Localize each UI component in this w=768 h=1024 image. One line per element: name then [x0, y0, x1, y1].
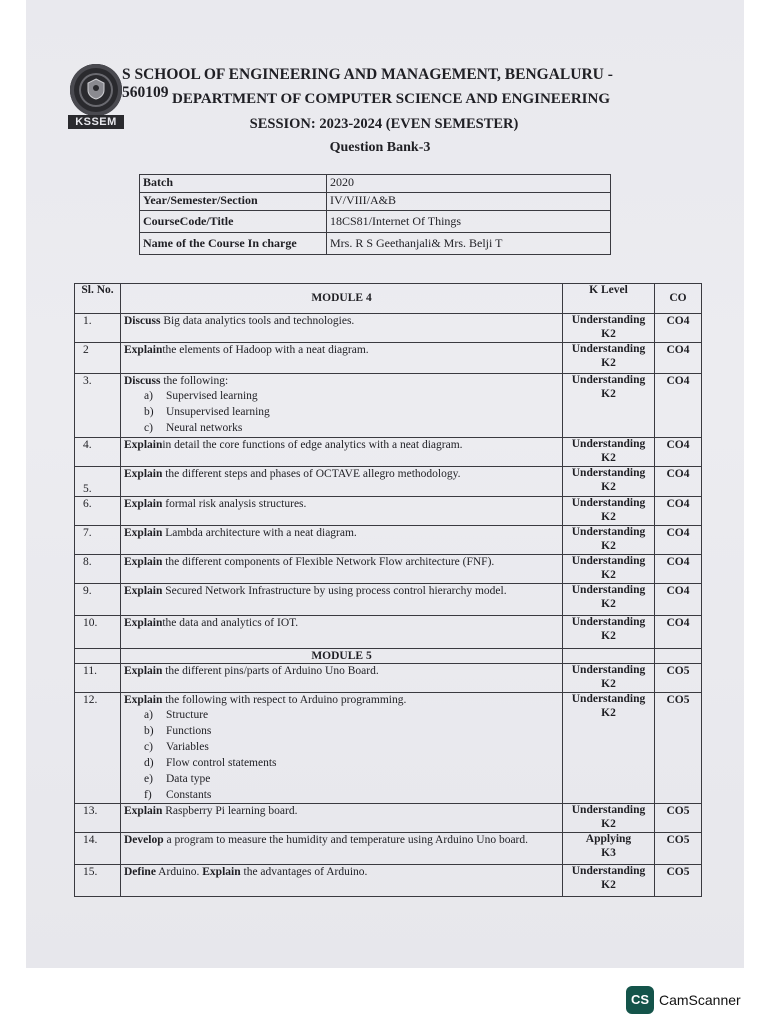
question-text — [121, 693, 563, 804]
table-row — [75, 467, 702, 497]
level-name: Understanding — [571, 314, 646, 326]
info-row — [140, 193, 611, 211]
co-value: CO4 — [655, 616, 702, 649]
col-sl-header: Sl. No. — [75, 284, 121, 314]
k-level — [563, 497, 655, 526]
info-value: 2020 — [327, 175, 611, 193]
question-number: 2 — [75, 343, 121, 374]
sub-marker: d) — [144, 757, 154, 769]
question-text — [121, 833, 563, 865]
question-text — [121, 664, 563, 693]
question-number: 8. — [75, 555, 121, 584]
question-body: Big data analytics tools and technologies. — [160, 315, 355, 327]
info-label: Year/Semester/Section — [140, 193, 327, 211]
co-value: CO4 — [655, 526, 702, 555]
level-code: K2 — [601, 629, 616, 642]
camscanner-name: CamScanner — [659, 992, 741, 1008]
info-value: 18CS81/Internet Of Things — [327, 211, 611, 233]
question-verb: Explain — [124, 344, 163, 356]
camscanner-watermark — [626, 986, 756, 1014]
co-value: CO4 — [655, 374, 702, 438]
question-text — [121, 467, 563, 497]
co-value: CO5 — [655, 693, 702, 804]
sub-question — [144, 420, 559, 436]
level-code: K3 — [601, 846, 616, 859]
table-row — [75, 804, 702, 833]
table-row — [75, 438, 702, 467]
col-module-header: MODULE 4 — [121, 284, 563, 314]
question-verb: Explain — [124, 805, 163, 817]
table-row — [75, 526, 702, 555]
question-text — [121, 616, 563, 649]
info-row — [140, 175, 611, 193]
level-name: Understanding — [571, 438, 646, 450]
level-code: K2 — [601, 387, 616, 400]
co-value: CO4 — [655, 343, 702, 374]
level-code: K2 — [601, 817, 616, 830]
course-info-table — [139, 174, 611, 255]
sub-text: Supervised learning — [166, 390, 258, 402]
question-verb: Explain — [124, 498, 163, 510]
question-verb: Discuss — [124, 315, 161, 327]
document-title: Question Bank-3 — [329, 140, 431, 155]
question-verb: Explain — [124, 556, 163, 568]
module-row — [75, 649, 702, 664]
sub-question — [144, 707, 559, 723]
sub-text: Variables — [166, 741, 209, 753]
k-level — [563, 616, 655, 649]
question-verb: Explain — [124, 694, 163, 706]
question-body: the data and analytics of IOT. — [162, 617, 299, 629]
k-level — [563, 664, 655, 693]
camscanner-icon: CS — [626, 986, 654, 1014]
question-verb: Explain — [124, 585, 163, 597]
sub-marker: a) — [144, 390, 153, 402]
question-verb: Explain — [124, 665, 163, 677]
question-number: 14. — [75, 833, 121, 865]
level-name: Understanding — [571, 343, 646, 355]
question-text — [121, 374, 563, 438]
module-row-spacer — [75, 649, 121, 664]
college-logo — [70, 64, 122, 116]
info-row — [140, 211, 611, 233]
sub-marker: a) — [144, 709, 153, 721]
question-table — [74, 283, 702, 897]
co-value: CO5 — [655, 804, 702, 833]
question-number: 3. — [75, 374, 121, 438]
question-body: a program to measure the humidity and temperature using Arduino Uno board. — [163, 834, 529, 846]
question-body: Arduino. — [155, 866, 203, 878]
college-name: S SCHOOL OF ENGINEERING AND MANAGEMENT, BENGALURU - 560109 — [122, 66, 613, 101]
question-number: 5. — [75, 467, 121, 497]
module-row-spacer — [563, 649, 655, 664]
co-value: CO4 — [655, 438, 702, 467]
question-verb: Explain — [124, 439, 163, 451]
question-body: the different components of Flexible Network Flow architecture (FNF). — [162, 556, 495, 568]
level-code: K2 — [601, 356, 616, 369]
question-body: Raspberry Pi learning board. — [162, 805, 298, 817]
level-name: Understanding — [571, 497, 646, 509]
level-name: Understanding — [571, 616, 646, 628]
k-level — [563, 584, 655, 616]
co-value: CO4 — [655, 314, 702, 343]
sub-question — [144, 787, 559, 803]
co-value: CO4 — [655, 555, 702, 584]
sub-question — [144, 404, 559, 420]
table-row — [75, 497, 702, 526]
question-body: the different pins/parts of Arduino Uno Board. — [162, 665, 379, 677]
sub-text: Flow control statements — [166, 757, 277, 769]
info-label: Name of the Course In charge — [140, 233, 327, 255]
level-name: Understanding — [571, 467, 646, 479]
question-number: 7. — [75, 526, 121, 555]
col-co-header: CO — [655, 284, 702, 314]
question-text — [121, 804, 563, 833]
question-verb-2: Explain — [202, 866, 241, 878]
question-number: 13. — [75, 804, 121, 833]
question-body: the elements of Hadoop with a neat diagram. — [162, 344, 369, 356]
question-text — [121, 555, 563, 584]
table-header-row — [75, 284, 702, 314]
table-row — [75, 555, 702, 584]
level-code: K2 — [601, 706, 616, 719]
question-text — [121, 584, 563, 616]
question-text — [121, 497, 563, 526]
level-code: K2 — [601, 568, 616, 581]
question-body: Lambda architecture with a neat diagram. — [162, 527, 357, 539]
sub-marker: b) — [144, 406, 154, 418]
department-name: DEPARTMENT OF COMPUTER SCIENCE AND ENGINEERING — [172, 91, 610, 107]
sub-marker: c) — [144, 422, 153, 434]
sub-question — [144, 739, 559, 755]
level-code: K2 — [601, 878, 616, 891]
sub-marker: b) — [144, 725, 154, 737]
question-number: 6. — [75, 497, 121, 526]
question-body: the following: — [160, 375, 229, 387]
col-k-header: K Level — [563, 284, 655, 314]
level-code: K2 — [601, 510, 616, 523]
sub-text: Constants — [166, 789, 212, 801]
k-level — [563, 438, 655, 467]
table-row — [75, 865, 702, 897]
sub-question-list — [124, 388, 559, 436]
question-number: 12. — [75, 693, 121, 804]
info-value: Mrs. R S Geethanjali& Mrs. Belji T — [327, 233, 611, 255]
question-number: 9. — [75, 584, 121, 616]
level-code: K2 — [601, 539, 616, 552]
sub-question — [144, 771, 559, 787]
level-name: Understanding — [571, 555, 646, 567]
sub-marker: c) — [144, 741, 153, 753]
k-level — [563, 833, 655, 865]
info-label: CourseCode/Title — [140, 211, 327, 233]
sub-marker: e) — [144, 773, 153, 785]
question-text — [121, 314, 563, 343]
table-row — [75, 374, 702, 438]
level-code: K2 — [601, 327, 616, 340]
question-body: formal risk analysis structures. — [162, 498, 307, 510]
question-verb: Explain — [124, 468, 163, 480]
sub-question — [144, 723, 559, 739]
table-row — [75, 693, 702, 804]
question-body: the different steps and phases of OCTAVE allegro methodology. — [162, 468, 461, 480]
sub-text: Unsupervised learning — [166, 406, 270, 418]
k-level — [563, 555, 655, 584]
co-value: CO4 — [655, 467, 702, 497]
k-level — [563, 314, 655, 343]
module-row-spacer — [655, 649, 702, 664]
level-name: Applying — [585, 833, 632, 845]
k-level — [563, 693, 655, 804]
k-level — [563, 467, 655, 497]
level-name: Understanding — [571, 693, 646, 705]
question-verb: Develop — [124, 834, 164, 846]
sub-question — [144, 755, 559, 771]
info-row — [140, 233, 611, 255]
co-value: CO4 — [655, 497, 702, 526]
info-value: IV/VIII/A&B — [327, 193, 611, 211]
question-number: 1. — [75, 314, 121, 343]
session-title: SESSION: 2023-2024 (EVEN SEMESTER) — [249, 116, 519, 132]
k-level — [563, 374, 655, 438]
sub-marker: f) — [144, 789, 152, 801]
question-text — [121, 526, 563, 555]
question-number: 4. — [75, 438, 121, 467]
level-name: Understanding — [571, 865, 646, 877]
level-name: Understanding — [571, 664, 646, 676]
table-row — [75, 584, 702, 616]
sub-text: Structure — [166, 709, 209, 721]
question-text — [121, 865, 563, 897]
level-code: K2 — [601, 480, 616, 493]
k-level — [563, 804, 655, 833]
question-body-2: the advantages of Arduino. — [240, 866, 368, 878]
question-body: the following with respect to Arduino programming. — [162, 694, 407, 706]
level-name: Understanding — [571, 526, 646, 538]
question-body: in detail the core functions of edge analytics with a neat diagram. — [162, 439, 463, 451]
question-verb: Explain — [124, 527, 163, 539]
logo-text: KSSEM — [68, 115, 124, 129]
question-verb: Explain — [124, 617, 163, 629]
question-body: Secured Network Infrastructure by using process control hierarchy model. — [162, 585, 507, 597]
table-row — [75, 314, 702, 343]
question-text — [121, 438, 563, 467]
module-5-header: MODULE 5 — [121, 649, 563, 664]
question-number: 11. — [75, 664, 121, 693]
sub-question — [144, 388, 559, 404]
question-number: 10. — [75, 616, 121, 649]
level-name: Understanding — [571, 804, 646, 816]
co-value: CO5 — [655, 833, 702, 865]
table-row — [75, 616, 702, 649]
question-text — [121, 343, 563, 374]
info-label: Batch — [140, 175, 327, 193]
table-row — [75, 833, 702, 865]
table-row — [75, 664, 702, 693]
level-code: K2 — [601, 677, 616, 690]
question-verb: Discuss — [124, 375, 161, 387]
table-row — [75, 343, 702, 374]
co-value: CO5 — [655, 664, 702, 693]
k-level — [563, 343, 655, 374]
sub-question-list — [124, 707, 559, 803]
level-code: K2 — [601, 451, 616, 464]
question-number: 15. — [75, 865, 121, 897]
co-value: CO5 — [655, 865, 702, 897]
k-level — [563, 526, 655, 555]
level-code: K2 — [601, 597, 616, 610]
sub-text: Functions — [166, 725, 212, 737]
co-value: CO4 — [655, 584, 702, 616]
question-verb: Define — [124, 866, 156, 878]
k-level — [563, 865, 655, 897]
sub-text: Data type — [166, 773, 211, 785]
sub-text: Neural networks — [166, 422, 243, 434]
level-name: Understanding — [571, 584, 646, 596]
level-name: Understanding — [571, 374, 646, 386]
